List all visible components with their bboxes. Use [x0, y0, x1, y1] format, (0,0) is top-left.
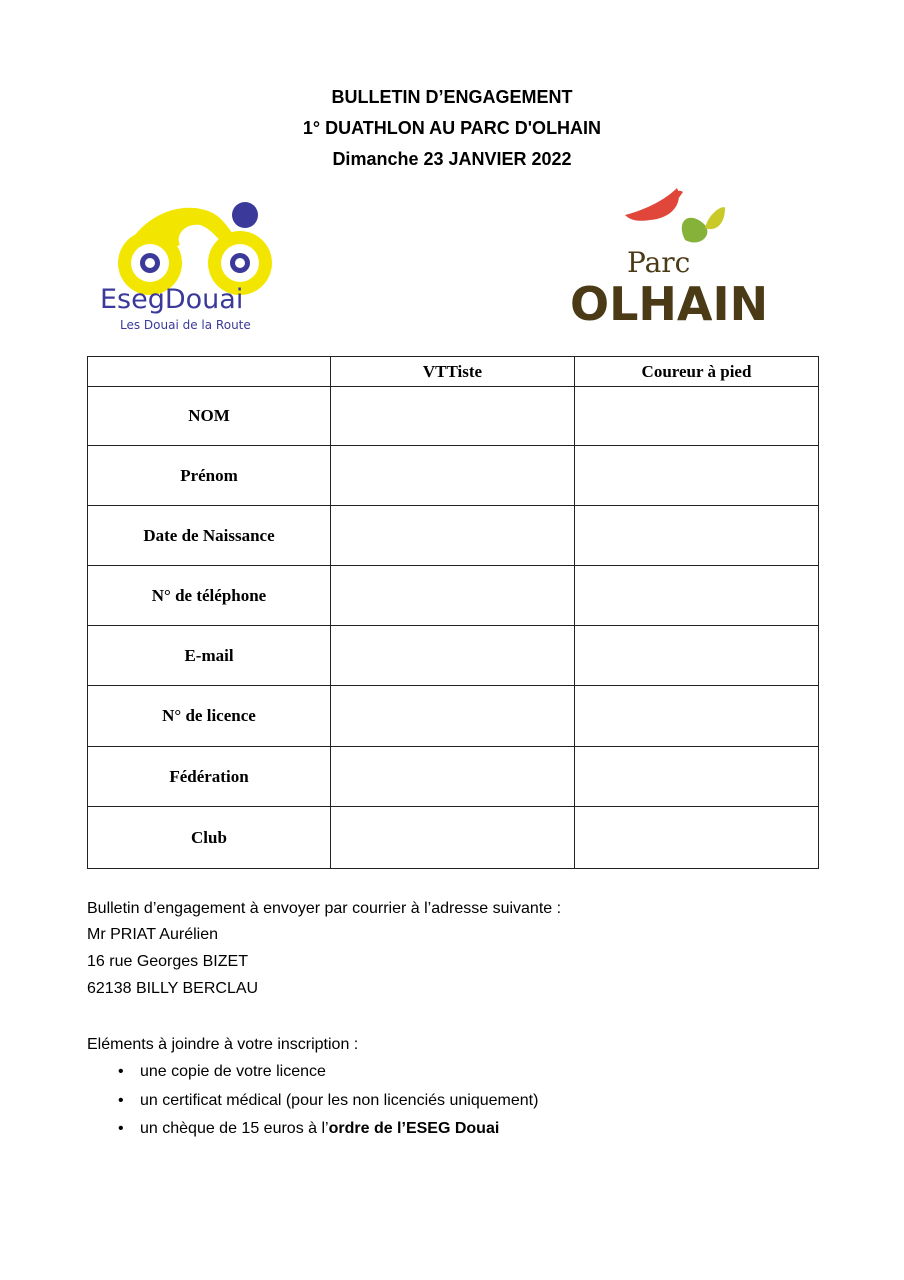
row-label-prenom: Prénom	[88, 446, 331, 506]
table-row	[88, 747, 819, 807]
field-date-naissance-coureur[interactable]	[575, 506, 819, 566]
row-label-date-naissance: Date de Naissance	[88, 506, 331, 566]
address-intro: Bulletin d’engagement à envoyer par courrier à l’adresse suivante :	[87, 900, 562, 917]
bullet-dot: •	[118, 1120, 124, 1137]
olhain-logo-name: OLHAIN	[570, 277, 769, 330]
list-item	[118, 1063, 326, 1081]
registration-table	[87, 356, 819, 869]
header-coureur: Coureur à pied	[575, 357, 819, 387]
field-club-coureur[interactable]	[575, 807, 819, 869]
field-licence-vttiste[interactable]	[331, 686, 575, 747]
attachment-cheque: un chèque de 15 euros à l’	[140, 1120, 329, 1137]
field-nom-coureur[interactable]	[575, 387, 819, 446]
address-street: 16 rue Georges BIZET	[87, 953, 248, 970]
field-nom-vttiste[interactable]	[331, 387, 575, 446]
row-label-nom: NOM	[88, 387, 331, 446]
bullet-dot: •	[118, 1063, 124, 1080]
field-telephone-coureur[interactable]	[575, 566, 819, 626]
attachment-certificat: un certificat médical (pour les non licenciés uniquement)	[140, 1092, 539, 1109]
eseg-logo-name: EsegDouai	[100, 284, 244, 315]
table-row	[88, 446, 819, 506]
table-row	[88, 387, 819, 446]
table-row	[88, 686, 819, 747]
attachment-cheque-order: ordre de l’ESEG Douai	[328, 1120, 500, 1137]
list-item	[118, 1120, 499, 1138]
table-header-row	[88, 357, 819, 387]
field-federation-coureur[interactable]	[575, 747, 819, 807]
table-row	[88, 626, 819, 686]
attachment-licence: une copie de votre licence	[140, 1063, 326, 1080]
field-club-vttiste[interactable]	[331, 807, 575, 869]
list-item	[118, 1092, 538, 1110]
table-row	[88, 506, 819, 566]
parc-olhain-logo	[565, 180, 785, 330]
row-label-federation: Fédération	[88, 747, 331, 807]
olhain-logo-parc: Parc	[627, 246, 691, 279]
attachments-intro: Eléments à joindre à votre inscription :	[87, 1036, 359, 1053]
event-title: 1° DUATHLON AU PARC D'OLHAIN	[302, 118, 602, 138]
field-date-naissance-vttiste[interactable]	[331, 506, 575, 566]
eseg-douai-logo	[100, 195, 305, 340]
field-federation-vttiste[interactable]	[331, 747, 575, 807]
bullet-dot: •	[118, 1092, 124, 1109]
field-prenom-coureur[interactable]	[575, 446, 819, 506]
row-label-club: Club	[88, 807, 331, 869]
field-prenom-vttiste[interactable]	[331, 446, 575, 506]
address-name: Mr PRIAT Aurélien	[87, 926, 219, 943]
form-title: BULLETIN D’ENGAGEMENT	[331, 87, 573, 107]
address-city: 62138 BILLY BERCLAU	[87, 980, 259, 997]
field-email-coureur[interactable]	[575, 626, 819, 686]
table-row	[88, 566, 819, 626]
event-date: Dimanche 23 JANVIER 2022	[332, 149, 572, 169]
field-licence-coureur[interactable]	[575, 686, 819, 747]
header-vttiste: VTTiste	[331, 357, 575, 387]
eseg-logo-tagline: Les Douai de la Route	[120, 318, 251, 332]
row-label-telephone: N° de téléphone	[88, 566, 331, 626]
field-telephone-vttiste[interactable]	[331, 566, 575, 626]
table-row	[88, 807, 819, 869]
field-email-vttiste[interactable]	[331, 626, 575, 686]
header-empty-cell	[88, 357, 331, 387]
row-label-licence: N° de licence	[88, 686, 331, 747]
row-label-email: E-mail	[88, 626, 331, 686]
